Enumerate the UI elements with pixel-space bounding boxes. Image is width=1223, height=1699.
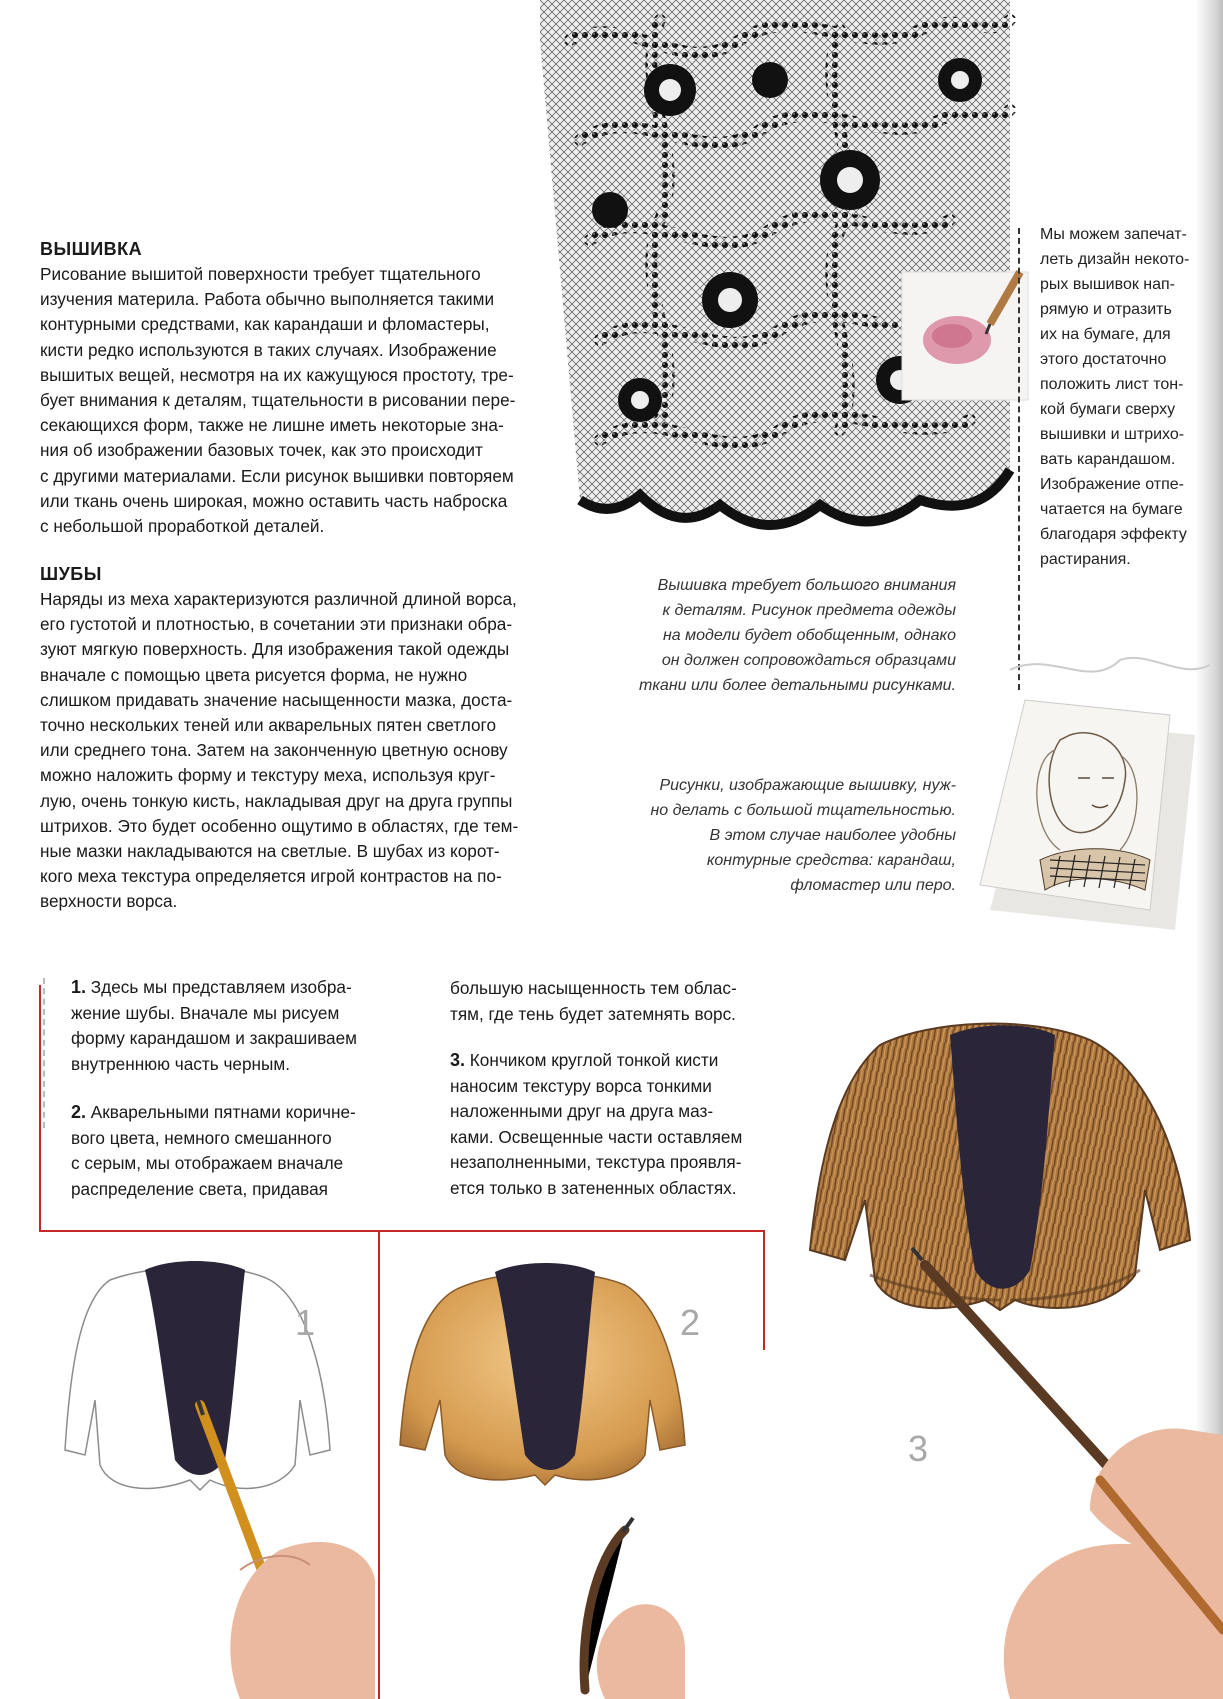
- fur-coat-figure-3: [790, 1010, 1223, 1699]
- red-frame-divider: [378, 1230, 380, 1699]
- step-2-text: 2. Акварельными пятнами коричне- вого цвета, немного смешанного с серым, мы отображаем вначале распределение света, придавая: [71, 1102, 356, 1199]
- pencil-rubbing-inset: [902, 272, 1028, 400]
- embroidery-paragraph: Рисование вышитой поверхности требует тщательного изучения материла. Работа обычно выполняется такими контурными средствами, как карандаши и фломастеры, кисти редко используются в таких случаях. Изображение вышитых вещей, несмотря на их кажущуюся простоту, тре- бует внимания к деталям, тщательности в рисовании пере- секающихся форм, также не лишне иметь некоторые зна- ния об изображении базовых точек, как это происходит с другими материалами. Если рисунок вышивки повторяем или ткань очень широкая, можно оставить часть наброска с небольшой проработкой деталей.: [40, 264, 516, 537]
- fur-coat-figure-2: [385, 1250, 765, 1699]
- drawing-caption: Рисунки, изображающие вышивку, нуж- но делать с большой тщательностью. В этом случае наиболее удобны контурные средства: карандаш, фломастер или перо.: [650, 777, 956, 894]
- embroidery-sketch-tag-photo: [970, 660, 1215, 940]
- figure-2-number: 2: [680, 1302, 701, 1343]
- fur-coat-figure-1: [40, 1250, 375, 1699]
- side-note: Мы можем запечат- леть дизайн некото- рых вышивок нап- рямую и отразить их на бумаге, для этого достаточно положить лист тон- кой бумаги сверху вышивки и штрихо- вать карандашом. Изображение отпе- чатается на бумаге благодаря эффекту растирания.: [1040, 226, 1190, 568]
- red-frame-top: [39, 1230, 765, 1232]
- figure-3-number: 3: [908, 1428, 929, 1469]
- embroidery-heading: ВЫШИВКА: [40, 239, 143, 259]
- furs-paragraph: Наряды из меха характеризуются различной длиной ворса, его густотой и плотностью, в сочетании эти признаки обра- зуют мягкую поверхность. Для изображения такой одежды вначале с помощью цвета рисуется форма, не нужно слишком придавать значение насыщенности мазка, доста- точно нескольких теней или акварельных пятен светлого или среднего тона. Затем на законченную цветную основу можно наложить форму и текстуру меха, используя круг- лую, очень тонкую кисть, накладывая друг на друга группы штрихов. Это будет особенно ощутимо в областях, где тем- ные мазки накладываются на светлые. В шубах из корот- кого меха текстура определяется игрой контрастов на по- верхности ворса.: [40, 589, 519, 912]
- steps-left-divider: [43, 978, 45, 1128]
- step-3-text: 3. Кончиком круглой тонкой кисти наносим текстуру ворса тонкими наложенными друг на друга маз- ками. Освещенные части оставляем незаполненными, текстура проявля- ется только в затененных областях.: [450, 1050, 743, 1198]
- step-1-text: 1. Здесь мы представляем изобра- жение шубы. Вначале мы рисуем форму карандашом и закрашиваем внутреннюю часть черным.: [71, 977, 357, 1074]
- lace-caption: Вышивка требует большого внимания к деталям. Рисунок предмета одежды на модели будет обобщенным, однако он должен сопровождаться образцами ткани или более детальными рисунками.: [639, 577, 956, 694]
- step-2-continuation: большую насыщенность тем облас- тям, где тень будет затемнять ворс.: [450, 978, 737, 1024]
- lace-embroidery-photo: [540, 0, 1020, 540]
- furs-heading: ШУБЫ: [40, 564, 102, 584]
- figure-1-number: 1: [295, 1302, 316, 1343]
- red-frame-left: [39, 985, 41, 1231]
- side-note-divider: [1018, 228, 1020, 690]
